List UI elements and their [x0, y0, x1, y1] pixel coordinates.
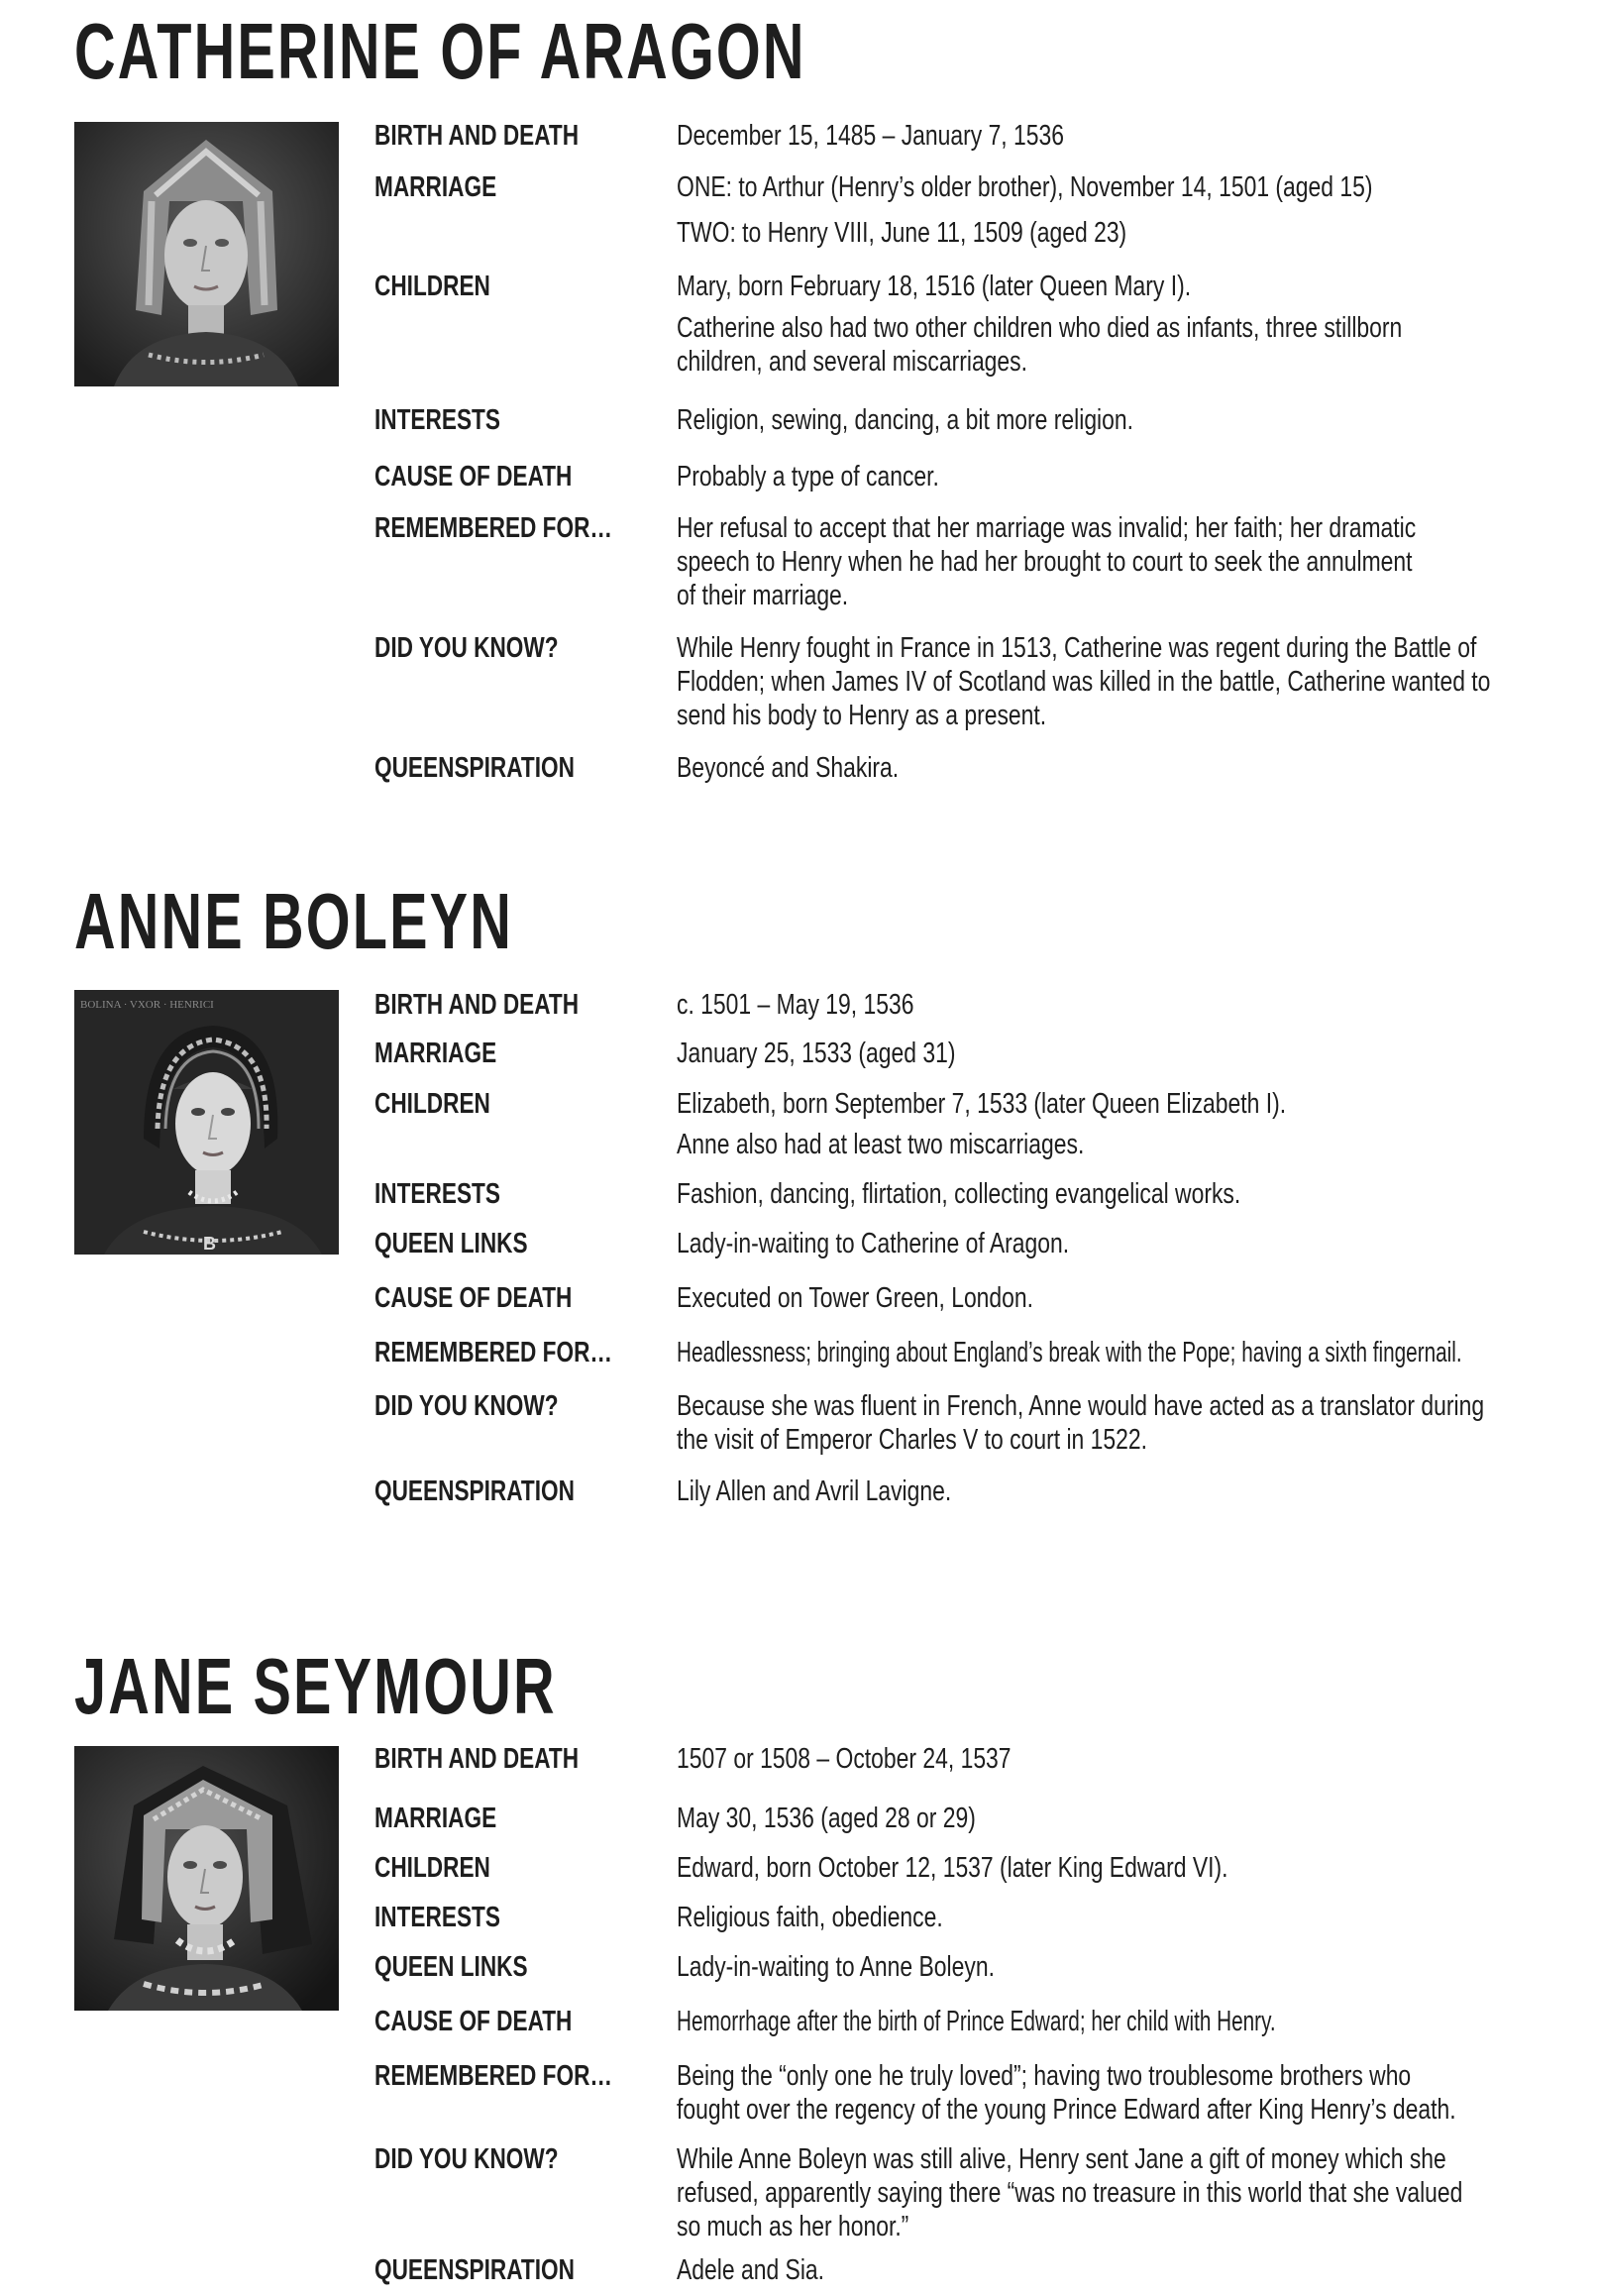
fact-label: BIRTH AND DEATH — [374, 120, 580, 152]
fact-value — [677, 1177, 1569, 1211]
fact-value — [677, 2253, 1569, 2287]
fact-line: refused, apparently saying there “was no treasure in this world that she valued — [677, 2177, 1463, 2209]
fact-line: Hemorrhage after the birth of Prince Edward; her child with Henry. — [677, 2006, 1276, 2037]
fact-line: Mary, born February 18, 1516 (later Queen Mary I). — [677, 271, 1192, 302]
fact-label: MARRIAGE — [374, 171, 497, 203]
fact-label: CHILDREN — [374, 271, 490, 302]
fact-label: BIRTH AND DEATH — [374, 989, 580, 1021]
fact-label: INTERESTS — [374, 1178, 500, 1210]
fact-label: CHILDREN — [374, 1088, 490, 1120]
portrait-jane-icon — [74, 1746, 339, 2011]
fact-value — [677, 119, 1569, 153]
fact-line: December 15, 1485 – January 7, 1536 — [677, 120, 1065, 152]
fact-line: Lily Allen and Avril Lavigne. — [677, 1476, 952, 1507]
fact-line: Lady-in-waiting to Anne Boleyn. — [677, 1951, 995, 1983]
fact-line: Anne also had at least two miscarriages. — [677, 1129, 1085, 1160]
fact-line: May 30, 1536 (aged 28 or 29) — [677, 1803, 976, 1834]
fact-value — [677, 170, 1569, 250]
fact-label: CHILDREN — [374, 1852, 490, 1884]
fact-line: Fashion, dancing, flirtation, collecting evangelical works. — [677, 1178, 1241, 1210]
fact-line: 1507 or 1508 – October 24, 1537 — [677, 1743, 1012, 1775]
fact-line: send his body to Henry as a present. — [677, 700, 1047, 731]
fact-value — [677, 2142, 1569, 2243]
fact-label: CAUSE OF DEATH — [374, 1282, 573, 1314]
fact-value — [677, 511, 1569, 612]
queen-name-heading: JANE SEYMOUR — [74, 1642, 557, 1730]
fact-line: the visit of Emperor Charles V to court in 1522. — [677, 1424, 1147, 1456]
fact-value — [677, 2059, 1569, 2127]
fact-line: Lady-in-waiting to Catherine of Aragon. — [677, 1228, 1070, 1259]
fact-label: DID YOU KNOW? — [374, 2143, 559, 2175]
fact-label: DID YOU KNOW? — [374, 1390, 559, 1422]
fact-label: REMEMBERED FOR… — [374, 2060, 613, 2092]
fact-line: Being the “only one he truly loved”; having two troublesome brothers who — [677, 2060, 1412, 2092]
portrait-catherine-icon — [74, 122, 339, 386]
fact-label: INTERESTS — [374, 404, 500, 436]
fact-line: fought over the regency of the young Prince Edward after King Henry’s death. — [677, 2094, 1456, 2126]
fact-line: Headlessness; bringing about England’s break with the Pope; having a sixth fingernail. — [677, 1337, 1462, 1368]
queen-section-catherine — [0, 0, 1598, 832]
fact-line: of their marriage. — [677, 580, 849, 611]
fact-value — [677, 1475, 1569, 1508]
fact-value — [677, 751, 1569, 785]
fact-label: MARRIAGE — [374, 1803, 497, 1834]
fact-value — [677, 1281, 1569, 1315]
fact-label: CAUSE OF DEATH — [374, 2006, 573, 2037]
fact-label: CAUSE OF DEATH — [374, 461, 573, 492]
queen-section-jane — [0, 1635, 1598, 2296]
fact-value — [677, 988, 1569, 1022]
fact-value — [677, 1802, 1569, 1835]
fact-value — [677, 1336, 1569, 1369]
fact-value — [677, 403, 1569, 437]
fact-label: REMEMBERED FOR… — [374, 1337, 613, 1368]
fact-line: Executed on Tower Green, London. — [677, 1282, 1034, 1314]
fact-line: January 25, 1533 (aged 31) — [677, 1038, 956, 1069]
fact-value — [677, 1901, 1569, 1934]
fact-line: Her refusal to accept that her marriage was invalid; her faith; her dramatic — [677, 512, 1417, 544]
fact-line: While Anne Boleyn was still alive, Henry sent Jane a gift of money which she — [677, 2143, 1446, 2175]
fact-line: TWO: to Henry VIII, June 11, 1509 (aged 23) — [677, 217, 1127, 249]
fact-line: children, and several miscarriages. — [677, 346, 1027, 378]
fact-label: INTERESTS — [374, 1902, 500, 1933]
fact-label: QUEENSPIRATION — [374, 2254, 575, 2286]
fact-value — [677, 1037, 1569, 1070]
queen-name-heading: CATHERINE OF ARAGON — [74, 7, 806, 95]
fact-line: Probably a type of cancer. — [677, 461, 939, 492]
fact-line: Elizabeth, born September 7, 1533 (later Queen Elizabeth I). — [677, 1088, 1287, 1120]
fact-value — [677, 1389, 1569, 1457]
portrait-image — [74, 990, 339, 1255]
fact-line: so much as her honor.” — [677, 2211, 909, 2242]
fact-line: Religious faith, obedience. — [677, 1902, 943, 1933]
fact-value — [677, 631, 1569, 732]
fact-line: Religion, sewing, dancing, a bit more religion. — [677, 404, 1134, 436]
fact-line: ONE: to Arthur (Henry’s older brother), November 14, 1501 (aged 15) — [677, 171, 1373, 203]
fact-value — [677, 1950, 1569, 1984]
fact-value — [677, 1851, 1569, 1885]
fact-line: Adele and Sia. — [677, 2254, 825, 2286]
fact-label: QUEEN LINKS — [374, 1228, 528, 1259]
fact-label: BIRTH AND DEATH — [374, 1743, 580, 1775]
fact-line: While Henry fought in France in 1513, Catherine was regent during the Battle of — [677, 632, 1477, 664]
fact-line: Flodden; when James IV of Scotland was killed in the battle, Catherine wanted to — [677, 666, 1491, 698]
fact-label: QUEENSPIRATION — [374, 1476, 575, 1507]
fact-line: Beyoncé and Shakira. — [677, 752, 900, 784]
fact-line: speech to Henry when he had her brought to court to seek the annulment — [677, 546, 1413, 578]
portrait-image — [74, 1746, 339, 2011]
fact-label: REMEMBERED FOR… — [374, 512, 613, 544]
fact-label: QUEENSPIRATION — [374, 752, 575, 784]
portrait-anne-icon — [74, 990, 339, 1255]
fact-value — [677, 270, 1569, 379]
fact-label: QUEEN LINKS — [374, 1951, 528, 1983]
portrait-inscription: BOLINA · VXOR · HENRICI — [80, 999, 214, 1011]
b-pendant-icon: B — [203, 1234, 216, 1254]
fact-value — [677, 1742, 1569, 1776]
fact-value — [677, 2005, 1569, 2038]
fact-value — [677, 1227, 1569, 1260]
fact-line: c. 1501 – May 19, 1536 — [677, 989, 914, 1021]
queen-name-heading: ANNE BOLEYN — [74, 877, 513, 965]
fact-value — [677, 1087, 1569, 1161]
fact-label: MARRIAGE — [374, 1038, 497, 1069]
fact-value — [677, 460, 1569, 493]
fact-line: Because she was fluent in French, Anne would have acted as a translator during — [677, 1390, 1485, 1422]
fact-label: DID YOU KNOW? — [374, 632, 559, 664]
fact-line: Edward, born October 12, 1537 (later King Edward VI). — [677, 1852, 1228, 1884]
portrait-image — [74, 122, 339, 386]
queen-section-anne — [0, 872, 1598, 1605]
fact-line: Catherine also had two other children who died as infants, three stillborn — [677, 312, 1403, 344]
